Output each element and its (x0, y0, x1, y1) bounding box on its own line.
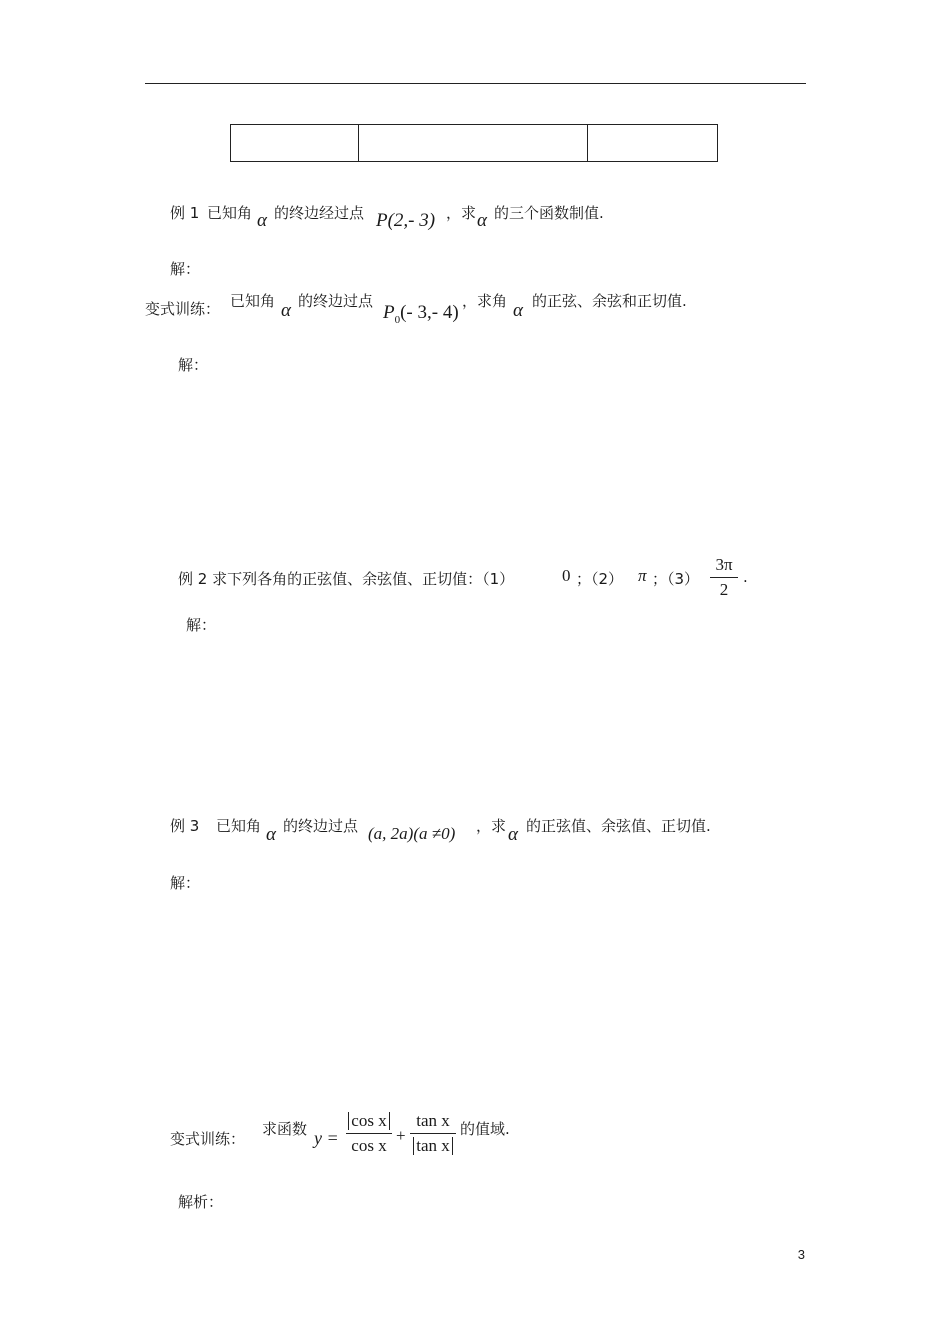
example-1-solution: 解： (170, 260, 201, 278)
example-1-text-3: ，求 (446, 204, 477, 222)
fraction-bar (410, 1133, 456, 1134)
table-cell-middle (358, 125, 588, 161)
example-1-label: 例 1 (170, 204, 200, 222)
example-2-text: 例 2 求下列各角的正弦值、余弦值、正切值：（1） (178, 570, 515, 588)
example-2-text-3: ；（3） (652, 570, 700, 588)
variant-2-text-2: 的值域. (460, 1120, 510, 1138)
alpha-symbol: α (266, 824, 276, 845)
example-1-text-4: 的三个函数制值. (494, 204, 604, 222)
example-2-value-1: 0 (562, 566, 571, 585)
alpha-symbol: α (281, 300, 291, 321)
example-2-end: . (743, 568, 748, 586)
example-2-value-2: π (638, 566, 647, 585)
point-subscript: 0 (394, 313, 401, 326)
alpha-symbol: α (508, 824, 518, 845)
alpha-symbol: α (477, 210, 487, 231)
plus-sign: + (396, 1126, 406, 1145)
variant-1-text-2: 的终边过点 (298, 292, 374, 310)
fraction-tan-over-abs-tan (410, 1111, 456, 1156)
example-3-text-3: ，求 (476, 817, 507, 835)
y-equals: y = (314, 1128, 339, 1148)
empty-table (230, 124, 718, 162)
variant-1-point (383, 302, 459, 326)
example-1-text-2: 的终边经过点 (274, 204, 365, 222)
example-3-solution: 解： (170, 874, 201, 892)
example-1-text-1: 已知角 (207, 204, 253, 222)
fraction-bar (710, 577, 738, 578)
alpha-symbol: α (513, 300, 523, 321)
example-1-point: P(2,- 3) (376, 210, 436, 231)
fraction-numerator: cos x (348, 1112, 389, 1130)
variant-1-label: 变式训练： (145, 300, 221, 318)
point-coords: (- 3,- 4) (400, 302, 459, 323)
example-3-point: (a, 2a)(a ≠0) (368, 824, 456, 843)
variant-1-solution: 解： (178, 356, 209, 374)
variant-1-text-4: 的正弦、余弦和正切值. (532, 292, 687, 310)
example-3-label: 例 3 (170, 817, 200, 835)
variant-2-solution: 解析： (178, 1193, 224, 1211)
page-number: 3 (797, 1247, 805, 1262)
fraction-numerator: 3π (715, 555, 733, 574)
variant-1-text-3: ，求角 (462, 292, 508, 310)
fraction-3pi-over-2 (710, 555, 738, 600)
fraction-abs-cos-over-cos (346, 1111, 392, 1156)
fraction-denominator: tan x (413, 1137, 453, 1155)
variant-2-text-1: 求函数 (262, 1120, 308, 1138)
alpha-symbol: α (257, 210, 267, 231)
point-name: P (383, 302, 395, 323)
fraction-denominator: cos x (351, 1136, 387, 1155)
example-3-text-4: 的正弦值、余弦值、正切值. (526, 817, 711, 835)
fraction-bar (346, 1133, 392, 1134)
example-3-text-2: 的终边过点 (283, 817, 359, 835)
fraction-denominator: 2 (719, 580, 729, 599)
variant-2-label: 变式训练： (170, 1130, 246, 1148)
header-rule (145, 83, 806, 84)
example-3-text-1: 已知角 (216, 817, 262, 835)
variant-1-text-1: 已知角 (230, 292, 276, 310)
example-2-text-2: ；（2） (576, 570, 624, 588)
fraction-numerator: tan x (416, 1111, 450, 1130)
example-2-solution: 解： (186, 616, 217, 634)
